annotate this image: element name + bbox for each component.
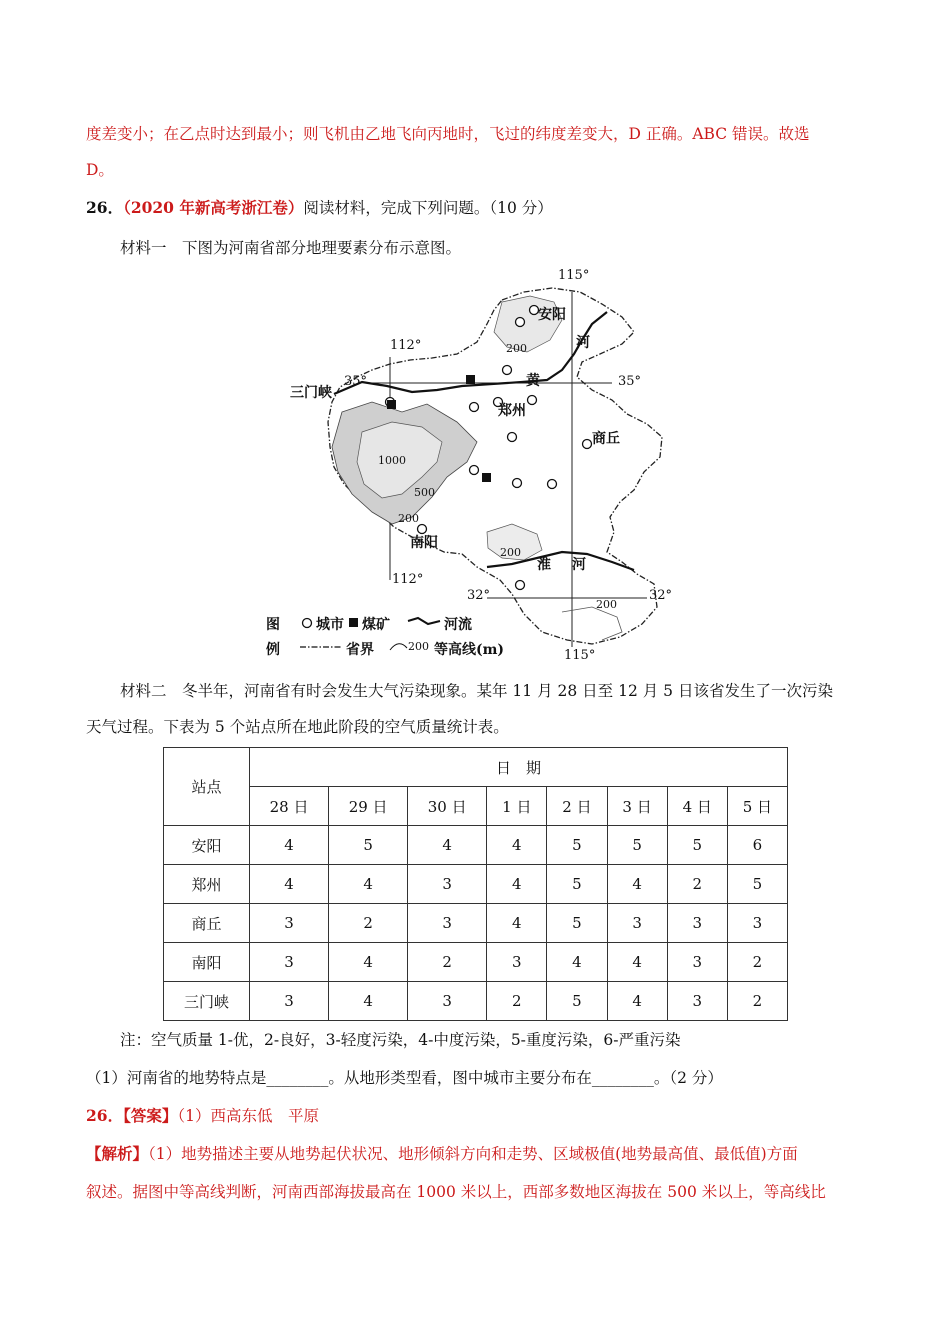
analysis-text-1: （1）地势描述主要从地势起伏状况、地形倾斜方向和走势、区域极值(地势最高值、最低值)方面: [148, 1145, 798, 1163]
value-cell: 3: [667, 982, 727, 1021]
value-cell: 4: [487, 865, 547, 904]
legend-city-symbol: [303, 619, 312, 628]
city-marker: [470, 403, 479, 412]
label-river-huai: 淮: [537, 557, 551, 573]
contour-south-east: [562, 607, 622, 640]
date-header: 日 期: [250, 748, 788, 787]
contour-label-200-west: 200: [398, 512, 419, 525]
date-cell: 30 日: [408, 787, 487, 826]
legend-coal-symbol: [349, 618, 358, 627]
contour-label-200-north: 200: [506, 342, 527, 355]
table-row: [164, 904, 788, 943]
date-cell: 4 日: [667, 787, 727, 826]
coal-mine: [466, 375, 475, 384]
legend-boundary: 省界: [346, 642, 374, 658]
value-cell: 5: [547, 826, 607, 865]
value-cell: 3: [607, 904, 667, 943]
value-cell: 3: [667, 904, 727, 943]
coal-mine: [387, 400, 396, 409]
value-cell: 4: [329, 865, 408, 904]
contour-label-1000: 1000: [378, 454, 406, 467]
legend-river: 河流: [444, 617, 472, 633]
value-cell: 5: [329, 826, 408, 865]
table-date-row: [164, 787, 788, 826]
contour-label-500: 500: [414, 486, 435, 499]
question-header: [86, 197, 553, 219]
label-zhengzhou: 郑州: [498, 403, 526, 419]
label-river-he-2: 河: [572, 557, 586, 573]
legend-contour: 等高线(m): [434, 642, 505, 658]
value-cell: 4: [547, 943, 607, 982]
analysis-line-1: [86, 1143, 798, 1165]
value-cell: 4: [250, 826, 329, 865]
question-number: 26．: [86, 198, 124, 217]
air-quality-table: [163, 747, 788, 1021]
label-river-huang: 黄: [526, 373, 540, 389]
value-cell: 4: [329, 982, 408, 1021]
map-svg: [262, 262, 682, 672]
coal-mine: [482, 473, 491, 482]
table-row: [164, 826, 788, 865]
table-row: [164, 865, 788, 904]
city-marker: [503, 366, 512, 375]
contour-label-200-southeast: 200: [596, 598, 617, 611]
value-cell: 4: [607, 943, 667, 982]
value-cell: 3: [667, 943, 727, 982]
value-cell: 3: [487, 943, 547, 982]
legend-contour-value: 200: [408, 640, 429, 653]
value-cell: 5: [607, 826, 667, 865]
value-cell: 2: [329, 904, 408, 943]
date-cell: 28 日: [250, 787, 329, 826]
label-lon-115: 115°: [558, 268, 590, 283]
question-source: （2020 年新高考浙江卷）: [123, 198, 304, 217]
material-2-line-2: 天气过程。下表为 5 个站点所在地此阶段的空气质量统计表。: [86, 718, 509, 736]
value-cell: 3: [408, 982, 487, 1021]
analysis-label: 【解析】: [86, 1144, 149, 1163]
legend-city: 城市: [316, 617, 344, 633]
station-cell: 商丘: [164, 904, 250, 943]
station-cell: 三门峡: [164, 982, 250, 1021]
label-lon-112-bottom: 112°: [392, 572, 424, 587]
henan-map: [262, 262, 682, 672]
label-anyang: 安阳: [538, 307, 566, 323]
city-marker: [508, 433, 517, 442]
material-1-caption: 材料一 下图为河南省部分地理要素分布示意图。: [120, 239, 462, 257]
station-cell: 郑州: [164, 865, 250, 904]
date-cell: 1 日: [487, 787, 547, 826]
city-zhengzhou: [528, 396, 537, 405]
legend-river-symbol: [408, 618, 440, 624]
label-shangqiu: 商丘: [592, 431, 620, 447]
table-header-row: [164, 748, 788, 787]
city-marker: [548, 480, 557, 489]
label-lat-32-left: 32°: [467, 588, 491, 603]
label-river-he-1: 河: [576, 335, 590, 351]
value-cell: 4: [607, 982, 667, 1021]
city-marker: [516, 318, 525, 327]
value-cell: 5: [547, 904, 607, 943]
label-lon-115-bottom: 115°: [564, 648, 596, 663]
city-marker: [470, 466, 479, 475]
label-lat-35-left: 35°: [344, 374, 368, 389]
date-cell: 29 日: [329, 787, 408, 826]
value-cell: 4: [408, 826, 487, 865]
city-marker: [513, 479, 522, 488]
value-cell: 3: [250, 982, 329, 1021]
value-cell: 4: [487, 904, 547, 943]
table-row: [164, 943, 788, 982]
legend-tu: 图: [266, 617, 280, 633]
legend-coal: 煤矿: [362, 617, 390, 633]
date-cell: 2 日: [547, 787, 607, 826]
value-cell: 3: [408, 904, 487, 943]
label-nanyang: 南阳: [410, 535, 438, 551]
legend-contour-symbol: [390, 644, 407, 650]
table-note: 注：空气质量 1-优，2-良好，3-轻度污染，4-中度污染，5-重度污染，6-严重污染: [120, 1031, 681, 1049]
question-prompt: 阅读材料，完成下列问题。（10 分）: [303, 199, 553, 217]
table-row: [164, 982, 788, 1021]
label-lon-112: 112°: [390, 338, 422, 353]
value-cell: 2: [408, 943, 487, 982]
analysis-line-2: 叙述。据图中等高线判断，河南西部海拔最高在 1000 米以上，西部多数地区海拔在 500 米以上，等高线比: [86, 1183, 826, 1201]
value-cell: 2: [727, 982, 787, 1021]
station-cell: 安阳: [164, 826, 250, 865]
value-cell: 2: [667, 865, 727, 904]
answer-label: 26．【答案】: [86, 1106, 178, 1125]
prev-answer-line-2: D。: [86, 161, 114, 179]
answer-line: [86, 1105, 319, 1127]
legend-li: 例: [266, 642, 280, 658]
answer-text: （1）西高东低 平原: [177, 1107, 319, 1125]
sub-question-1: （1）河南省的地势特点是________。从地形类型看，图中城市主要分布在________。（2 分）: [86, 1069, 723, 1087]
value-cell: 3: [250, 943, 329, 982]
value-cell: 3: [250, 904, 329, 943]
value-cell: 3: [727, 904, 787, 943]
value-cell: 6: [727, 826, 787, 865]
value-cell: 5: [547, 982, 607, 1021]
material-2-line-1: 材料二 冬半年，河南省有时会发生大气污染现象。某年 11 月 28 日至 12 月 5 日该省发生了一次污染: [120, 682, 833, 700]
contour-label-200-south: 200: [500, 546, 521, 559]
date-cell: 5 日: [727, 787, 787, 826]
label-lat-35-right: 35°: [618, 374, 642, 389]
station-header: 站点: [164, 748, 250, 826]
value-cell: 5: [667, 826, 727, 865]
value-cell: 4: [250, 865, 329, 904]
label-lat-32-right: 32°: [649, 588, 673, 603]
value-cell: 2: [727, 943, 787, 982]
value-cell: 4: [607, 865, 667, 904]
value-cell: 4: [487, 826, 547, 865]
city-shangqiu: [583, 440, 592, 449]
label-sanmenxia: 三门峡: [290, 385, 332, 401]
value-cell: 3: [408, 865, 487, 904]
value-cell: 5: [727, 865, 787, 904]
value-cell: 4: [329, 943, 408, 982]
city-marker: [516, 581, 525, 590]
station-cell: 南阳: [164, 943, 250, 982]
date-cell: 3 日: [607, 787, 667, 826]
value-cell: 5: [547, 865, 607, 904]
prev-answer-line-1: 度差变小；在乙点时达到最小；则飞机由乙地飞向丙地时，飞过的纬度差变大，D 正确。ABC 错误。故选: [86, 125, 810, 143]
value-cell: 2: [487, 982, 547, 1021]
